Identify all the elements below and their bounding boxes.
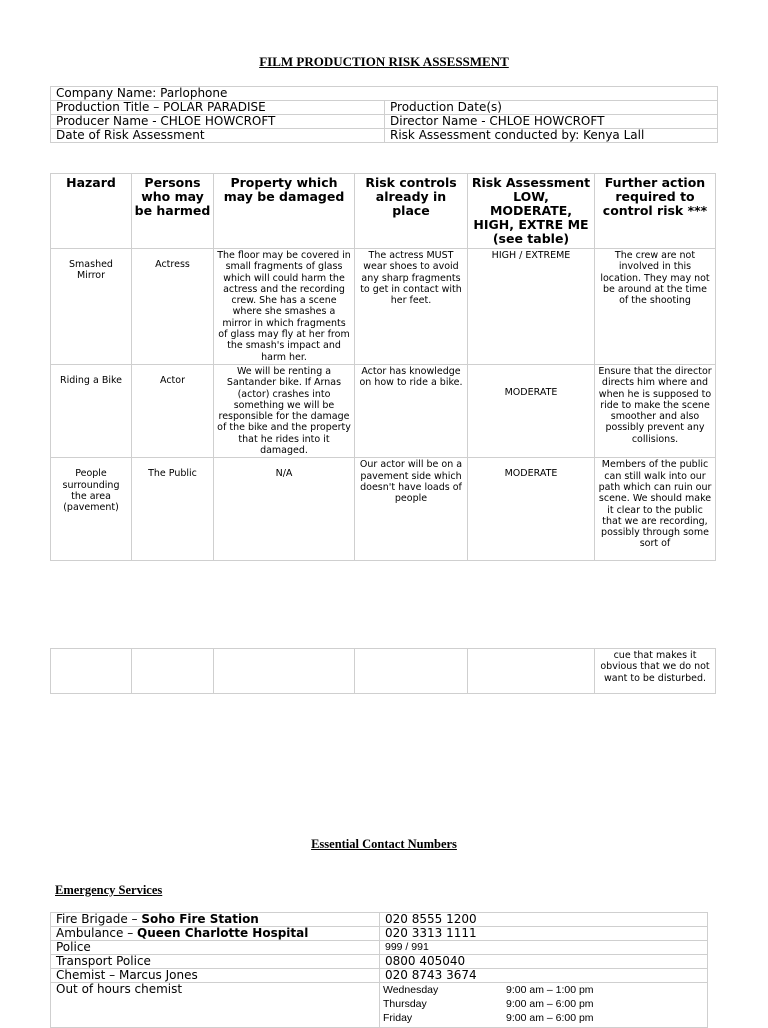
header-assessment: Risk Assessment LOW, MODERATE, HIGH, EXTRE ME (see table) (468, 174, 595, 249)
property-cell: N/A (214, 458, 355, 561)
producer-name: Producer Name - CHLOE HOWCROFT (51, 115, 385, 129)
risk-table-continuation (50, 648, 716, 694)
contact-name (51, 927, 380, 941)
header-further-action: Further action required to control risk *** (595, 174, 716, 249)
out-of-hours-label: Out of hours chemist (51, 983, 380, 1028)
hours-row (380, 1011, 707, 1025)
empty-cell (355, 649, 468, 694)
table-row (51, 649, 716, 694)
controls-cell: Our actor will be on a pavement side which doesn't have loads of people (355, 458, 468, 561)
persons-cell: The Public (132, 458, 214, 561)
hours-row (380, 997, 707, 1011)
hours-row (380, 983, 707, 997)
table-row (51, 458, 716, 561)
property-cell: We will be renting a Santander bike. If Arnas (actor) crashes into something we will be responsible for the damage of the bike and the property that he rides into it damaged. (214, 364, 355, 457)
contact-number: 020 3313 1111 (380, 927, 708, 941)
contact-number: 0800 405040 (380, 955, 708, 969)
day: Friday (383, 1012, 413, 1024)
empty-cell (132, 649, 214, 694)
table-row (51, 913, 708, 927)
contact-name: Chemist – Marcus Jones (51, 969, 380, 983)
risk-assessment-table (50, 173, 716, 561)
hazard-cell: Riding a Bike (51, 364, 132, 457)
header-controls: Risk controls already in place (355, 174, 468, 249)
date-of-risk-assessment: Date of Risk Assessment (51, 129, 385, 143)
persons-cell: Actress (132, 249, 214, 365)
time-range: 9:00 am – 6:00 pm (506, 1012, 594, 1024)
contact-label: Ambulance – (56, 926, 138, 940)
table-row (51, 983, 708, 1028)
controls-cell: Actor has knowledge on how to ride a bike. (355, 364, 468, 457)
emergency-services-title: Emergency Services (55, 883, 163, 897)
contact-name: Police (51, 941, 380, 955)
contact-number: 999 / 991 (380, 941, 708, 955)
hazard-cell: Smashed Mirror (51, 249, 132, 365)
table-row (51, 955, 708, 969)
table-row (51, 927, 708, 941)
controls-cell: The actress MUST wear shoes to avoid any sharp fragments to get in contact with her feet. (355, 249, 468, 365)
further-action-cell: The crew are not involved in this location. They may not be around at the time of the shooting (595, 249, 716, 365)
production-title: Production Title – POLAR PARADISE (51, 101, 385, 115)
header-persons: Persons who may be harmed (132, 174, 214, 249)
header-hazard: Hazard (51, 174, 132, 249)
empty-cell (51, 649, 132, 694)
property-cell: The floor may be covered in small fragments of glass which will could harm the actress and the recording crew. She has a scene where she smashes a mirror in which fragments of glass may fly at her from the smash's impact and harm her. (214, 249, 355, 365)
contact-number: 020 8743 3674 (380, 969, 708, 983)
assessment-cell: MODERATE (468, 364, 595, 457)
further-action-continuation: cue that makes it obvious that we do not want to be disturbed. (595, 649, 716, 694)
further-action-cell: Members of the public can still walk into our path which can ruin our scene. We should make it clear to the public that we are recording, possibly through some sort of (595, 458, 716, 561)
table-row (51, 364, 716, 457)
hazard-cell: People surrounding the area (pavement) (51, 458, 132, 561)
contact-name (51, 913, 380, 927)
assessment-cell: MODERATE (468, 458, 595, 561)
contact-number: 020 8555 1200 (380, 913, 708, 927)
assessment-conducted-by: Risk Assessment conducted by: Kenya Lall (385, 129, 718, 143)
empty-cell (214, 649, 355, 694)
contact-place: Queen Charlotte Hospital (137, 926, 309, 940)
company-name: Company Name: Parlophone (51, 87, 718, 101)
document-title: FILM PRODUCTION RISK ASSESSMENT (259, 54, 509, 69)
production-info-table (50, 86, 718, 143)
day: Thursday (383, 998, 427, 1010)
further-action-cell: Ensure that the director directs him where and when he is supposed to ride to make the scene smoother and also possibly prevent any collisions. (595, 364, 716, 457)
time-range: 9:00 am – 6:00 pm (506, 998, 594, 1010)
persons-cell: Actor (132, 364, 214, 457)
contact-label: Fire Brigade – (56, 912, 142, 926)
table-row (51, 249, 716, 365)
table-row (51, 969, 708, 983)
time-range: 9:00 am – 1:00 pm (506, 984, 594, 996)
director-name: Director Name - CHLOE HOWCROFT (385, 115, 718, 129)
table-row (51, 941, 708, 955)
assessment-cell: HIGH / EXTREME (468, 249, 595, 365)
production-dates: Production Date(s) (385, 101, 718, 115)
contact-place: Soho Fire Station (141, 912, 259, 926)
contacts-title: Essential Contact Numbers (311, 837, 457, 851)
contact-name: Transport Police (51, 955, 380, 969)
day: Wednesday (383, 984, 439, 996)
empty-cell (468, 649, 595, 694)
contacts-table (50, 912, 708, 1028)
header-property: Property which may be damaged (214, 174, 355, 249)
opening-hours (380, 983, 708, 1028)
